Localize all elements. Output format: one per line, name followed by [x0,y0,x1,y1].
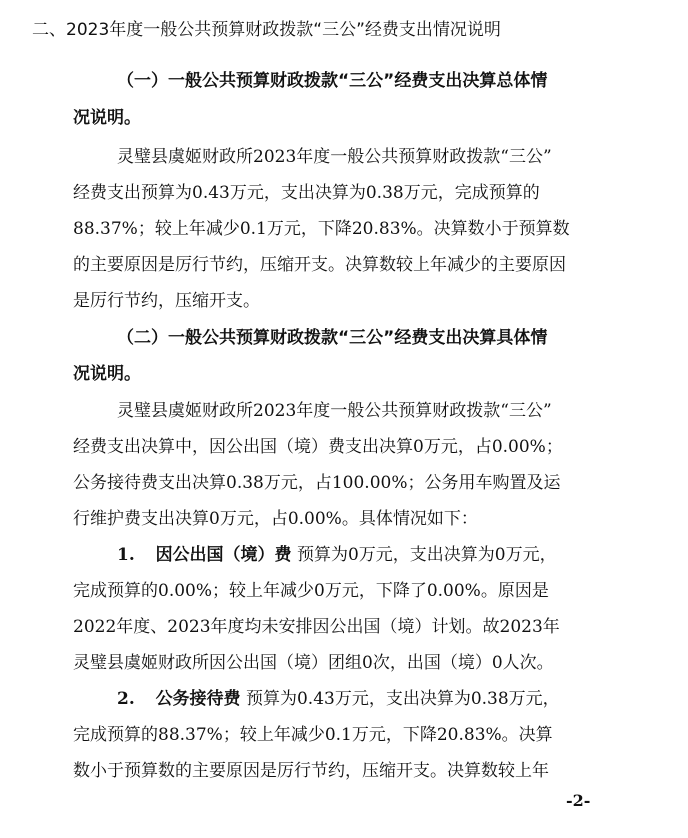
item-1-line4-text: 灵璧县虞姬财政所因公出国（境）团组0次，出国（境）0人次。 [73,653,554,673]
item-1-line3-text: 2022年度、2023年度均未安排因公出国（境）计划。故2023年 [73,617,560,637]
subsection-2-paragraph-line4 [73,504,688,534]
page-number: -2- [566,791,591,810]
subsection-1-heading-cont [73,103,688,133]
subsection-2-heading [117,323,688,353]
subsection-1-paragraph-line1 [117,142,688,172]
subsection-1-body-line4: 的主要原因是厉行节约，压缩开支。决算数较上年减少的主要原因 [73,255,566,275]
item-2-line2-text: 完成预算的88.37%；较上年减少0.1万元，下降20.83%。决算 [73,725,553,745]
subsection-1-paragraph-line4 [73,250,688,280]
subsection-1-body-line3: 88.37%；较上年减少0.1万元，下降20.83%。决算数小于预算数 [73,219,570,239]
subsection-2-paragraph-line2 [73,432,688,462]
item-1-line1-text: 预算为0万元，支出决算为0万元， [296,545,557,565]
item-2-line2 [73,720,688,750]
subsection-1-body-line5: 是厉行节约，压缩开支。 [73,291,260,311]
item-2-title: 公务接待费 [155,689,241,709]
item-1-line4 [73,648,688,678]
subsection-1-heading-line2: 况说明。 [73,108,141,128]
item-1-number: 1. [117,545,135,565]
subsection-2-paragraph-line3 [73,468,688,498]
subsection-1-paragraph-line5 [73,286,688,316]
item-2-line3-text: 数小于预算数的主要原因是厉行节约，压缩开支。决算数较上年 [73,761,549,781]
subsection-2-heading-line2: 况说明。 [73,364,141,384]
subsection-1-body-line1: 灵璧县虞姬财政所2023年度一般公共预算财政拨款“三公” [117,147,552,167]
subsection-2-heading-line1: （二）一般公共预算财政拨款“三公”经费支出决算具体情 [117,328,548,348]
subsection-2-body-line3: 公务接待费支出决算0.38万元，占100.00%；公务用车购置及运 [73,473,561,493]
item-2-line1-text: 预算为0.43万元，支出决算为0.38万元， [245,689,560,709]
item-2-number: 2. [117,689,135,709]
item-2-line3 [73,756,688,786]
section-heading-text: 二、2023年度一般公共预算财政拨款“三公”经费支出情况说明 [32,20,501,40]
section-heading [32,15,688,45]
subsection-1-body-line2: 经费支出预算为0.43万元，支出决算为0.38万元，完成预算的 [73,183,540,203]
subsection-2-heading-cont [73,359,688,389]
subsection-1-heading-line1: （一）一般公共预算财政拨款“三公”经费支出决算总体情 [117,71,548,91]
subsection-2-body-line4: 行维护费支出决算0万元，占0.00%。具体情况如下： [73,509,478,529]
subsection-2-body-line1: 灵璧县虞姬财政所2023年度一般公共预算财政拨款“三公” [117,401,552,421]
item-1-line1 [117,540,688,570]
subsection-1-heading [117,66,688,96]
item-1-line2 [73,576,688,606]
item-2-line1 [117,684,688,714]
subsection-2-body-line2: 经费支出决算中，因公出国（境）费支出决算0万元，占0.00%； [73,437,563,457]
item-1-title: 因公出国（境）费 [155,545,292,565]
item-1-line3 [73,612,688,642]
item-1-line2-text: 完成预算的0.00%；较上年减少0万元，下降了0.00%。原因是 [73,581,549,601]
subsection-2-paragraph-line1 [117,396,688,426]
subsection-1-paragraph-line2 [73,178,688,208]
subsection-1-paragraph-line3 [73,214,688,244]
